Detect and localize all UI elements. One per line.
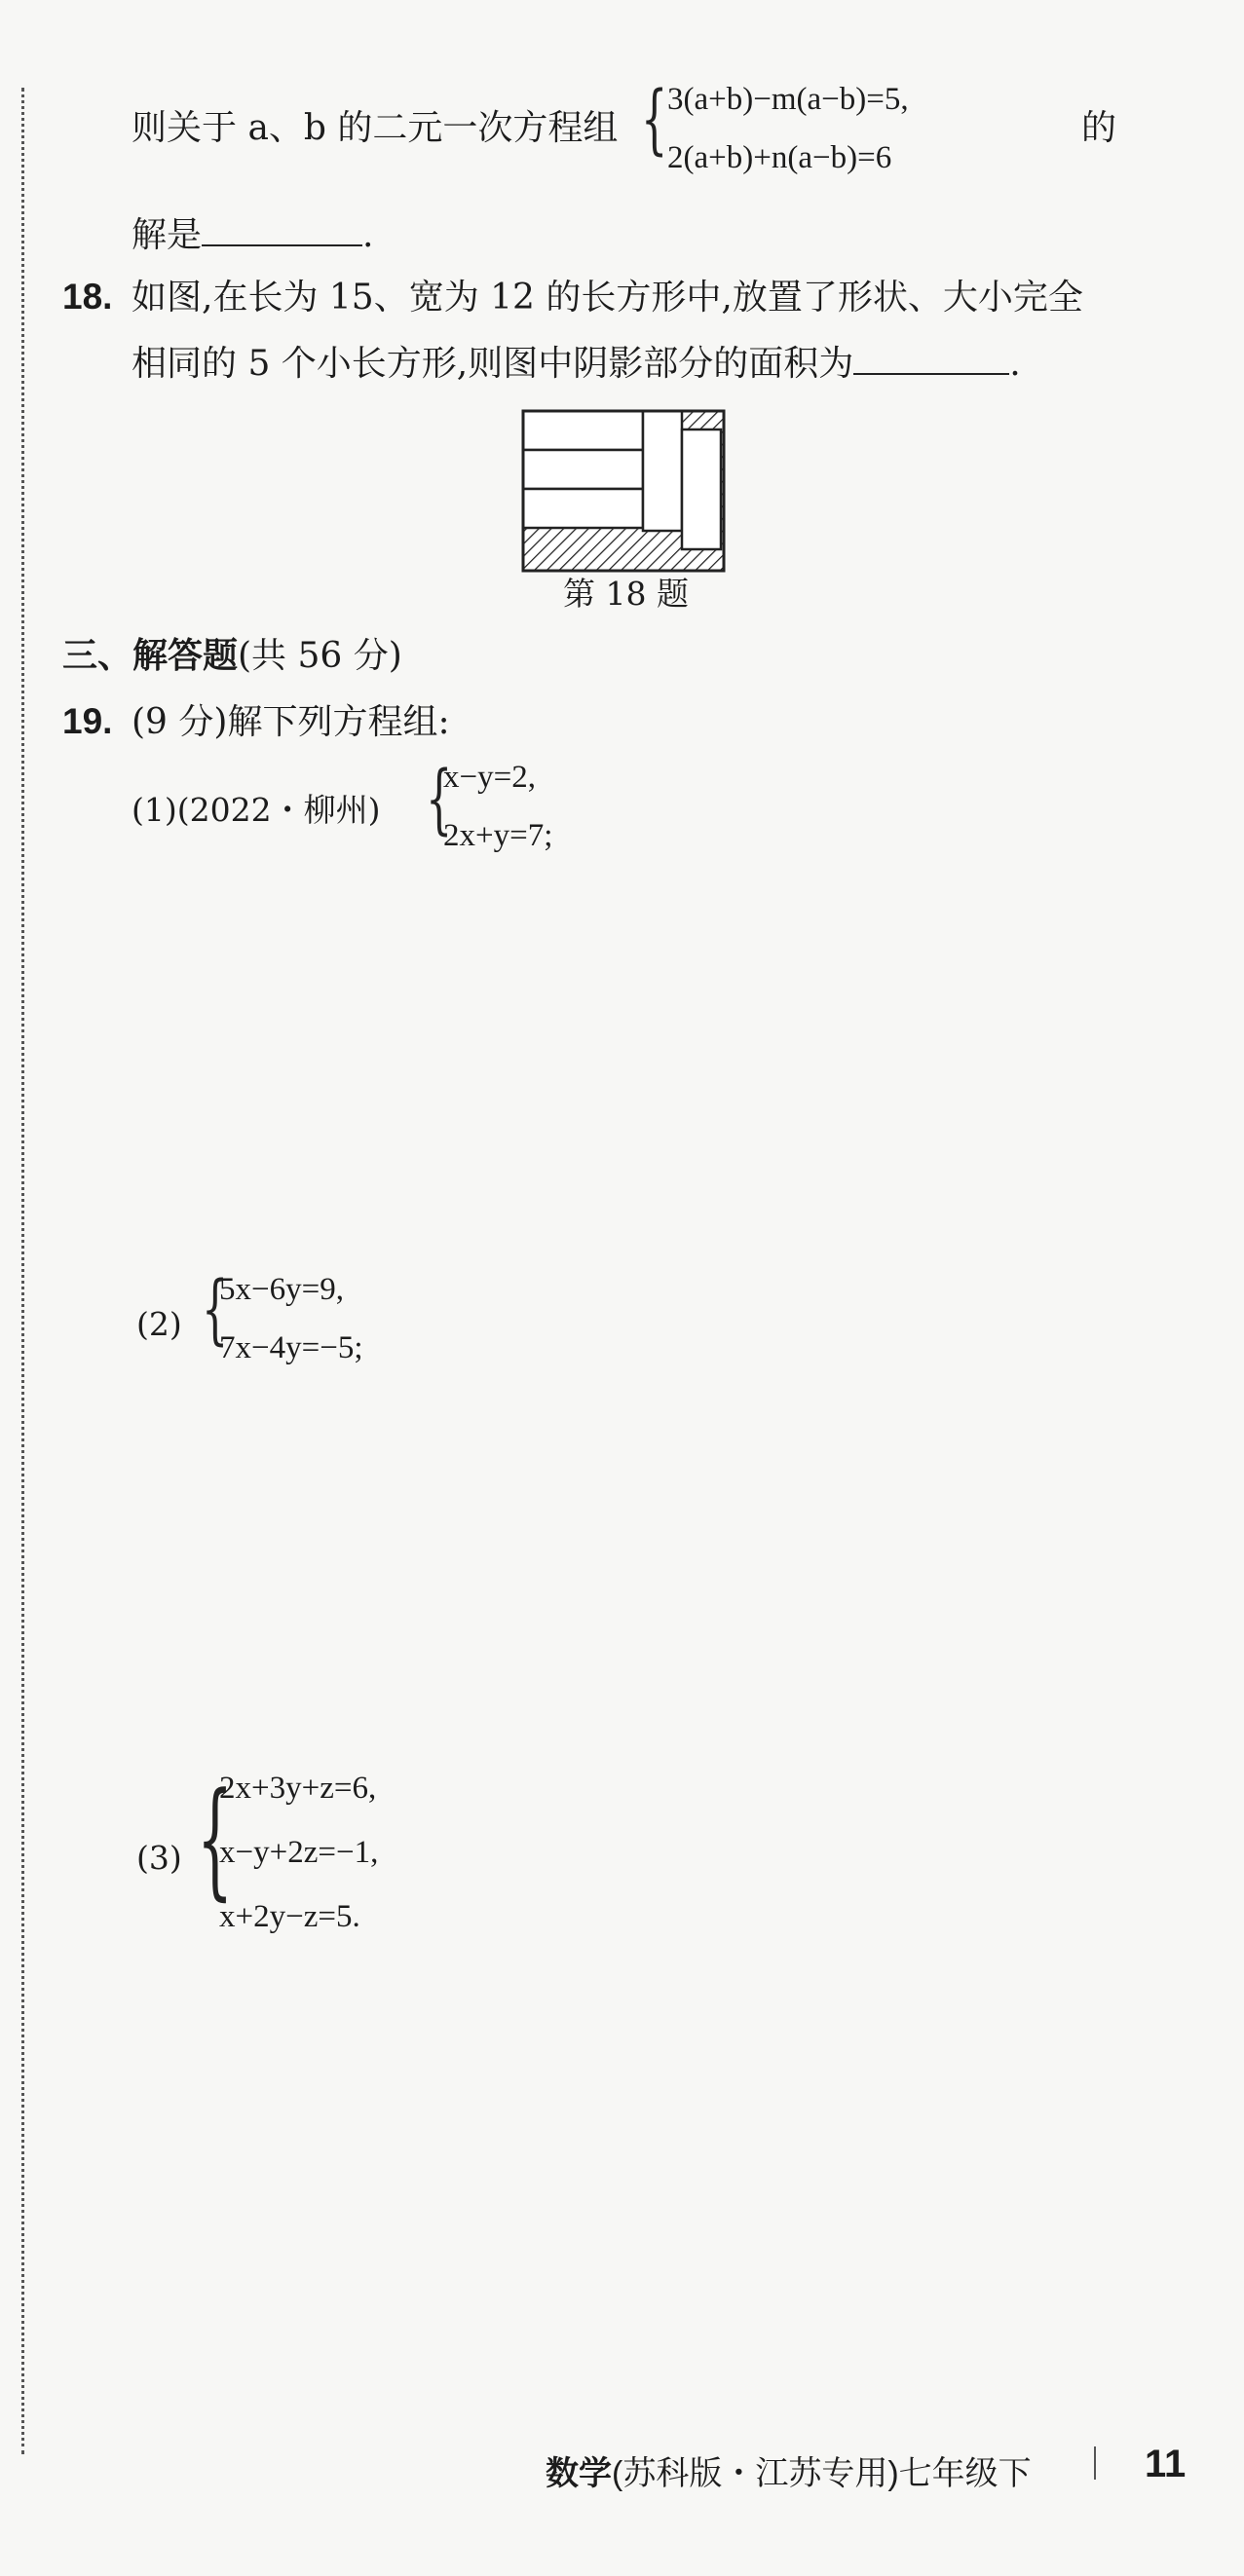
q19-p2-label: (2)	[136, 1305, 182, 1343]
q18-line2-wrap: 相同的 5 个小长方形,则图中阴影部分的面积为 .	[132, 344, 1021, 384]
q19-p1-brace: {	[426, 756, 453, 843]
q18-figure	[521, 409, 728, 575]
q19-p3-eq2: x−y+2z=−1,	[219, 1835, 379, 1870]
q19-p3-label: (3)	[136, 1839, 182, 1877]
footer-subject: 数学	[546, 2455, 612, 2492]
q17-brace: {	[641, 76, 668, 164]
binding-margin-line	[21, 88, 24, 2454]
q18-line2: 相同的 5 个小长方形,则图中阴影部分的面积为	[132, 344, 854, 384]
footer-edition: (苏科版・江苏专用)七年级下	[612, 2455, 1032, 2492]
section3-heading	[62, 635, 402, 678]
q17-line2-text: 解是	[132, 215, 203, 255]
q17-eq1: 3(a+b)−m(a−b)=5,	[667, 82, 909, 117]
q19-p1-eq1: x−y=2,	[443, 760, 536, 795]
footer-separator	[1094, 2446, 1096, 2480]
q19-p3-brace: {	[197, 1765, 234, 1913]
answer-blank[interactable]	[202, 215, 362, 246]
q19-p2-eq2: 7x−4y=−5;	[219, 1330, 363, 1365]
small-rectangle	[523, 489, 643, 528]
small-rectangle	[682, 429, 721, 549]
footer-text	[546, 2446, 1032, 2494]
q19-p2-brace: {	[202, 1266, 229, 1354]
q19-p3-eq3: x+2y−z=5.	[219, 1899, 360, 1934]
page-number: 11	[1145, 2443, 1187, 2485]
q19-number: 19.	[62, 701, 113, 741]
small-rectangle	[523, 411, 643, 450]
q19-p1-label: (1)(2022・柳州)	[132, 791, 381, 829]
q19-p2-eq1: 5x−6y=9,	[219, 1272, 344, 1307]
q17-prefix: 则关于 a、b 的二元一次方程组	[132, 108, 619, 148]
q18-number: 18.	[62, 277, 113, 317]
q19-text: (9 分)解下列方程组:	[132, 702, 450, 742]
answer-blank[interactable]	[853, 344, 1009, 375]
section3-points: (共 56 分)	[238, 636, 402, 676]
q18-caption: 第 18 题	[563, 575, 689, 613]
q17-suffix: 的	[1081, 108, 1117, 148]
small-rectangle	[643, 411, 682, 531]
q18-line1: 如图,在长为 15、宽为 12 的长方形中,放置了形状、大小完全	[132, 278, 1083, 317]
q17-eq2: 2(a+b)+n(a−b)=6	[667, 140, 892, 175]
q19-p3-eq1: 2x+3y+z=6,	[219, 1771, 377, 1806]
q17-answer-line: 解是 .	[132, 215, 374, 255]
q19-p1-eq2: 2x+y=7;	[443, 818, 553, 853]
section3-title: 三、解答题	[62, 636, 239, 676]
small-rectangle	[523, 450, 643, 489]
